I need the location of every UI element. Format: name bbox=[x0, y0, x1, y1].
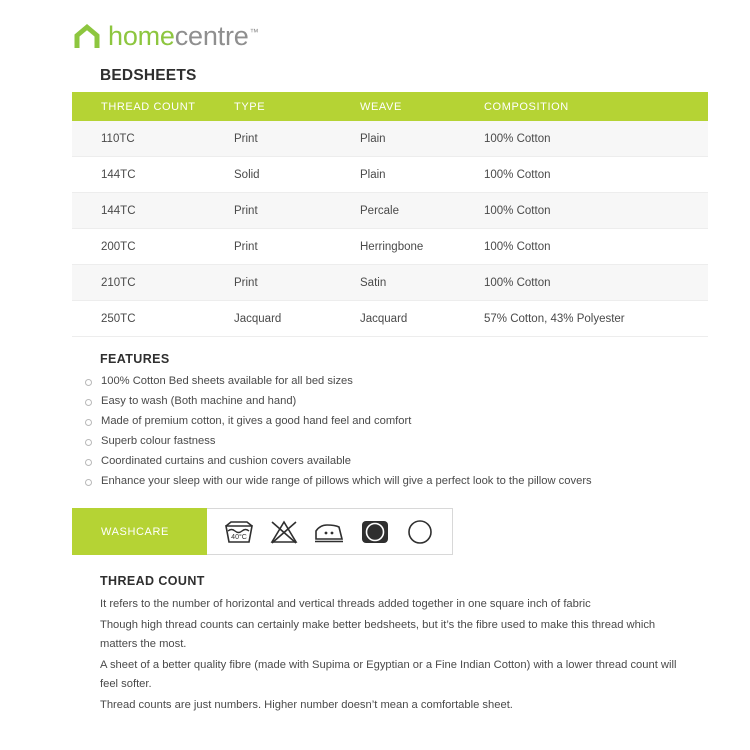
cell-composition: 57% Cotton, 43% Polyester bbox=[484, 312, 625, 325]
brand-name-second: centre bbox=[174, 21, 249, 51]
brand-logo bbox=[72, 16, 258, 50]
table-row bbox=[72, 193, 708, 229]
cell-weave: Satin bbox=[360, 276, 387, 289]
brand-wordmark bbox=[108, 18, 258, 50]
list-item bbox=[85, 413, 685, 433]
column-header-type: TYPE bbox=[234, 92, 360, 121]
cell-composition: 100% Cotton bbox=[484, 132, 551, 145]
paragraph: It refers to the number of horizontal and vertical threads added together in one square inch of fabric bbox=[100, 598, 591, 610]
cell-composition: 100% Cotton bbox=[484, 168, 551, 181]
cell-weave: Plain bbox=[360, 132, 386, 145]
cell-type: Print bbox=[234, 204, 258, 217]
iron-low-heat-icon bbox=[313, 519, 345, 545]
cell-thread-count: 144TC bbox=[101, 204, 136, 217]
bullet-icon bbox=[85, 399, 92, 406]
thread-count-body bbox=[100, 595, 678, 717]
cell-type: Print bbox=[234, 132, 258, 145]
dry-clean-any-solvent-icon bbox=[405, 518, 435, 546]
page-title: BEDSHEETS bbox=[100, 67, 197, 84]
bullet-icon bbox=[85, 439, 92, 446]
cell-type: Print bbox=[234, 240, 258, 253]
machine-wash-40c-icon bbox=[224, 519, 254, 545]
cell-composition: 100% Cotton bbox=[484, 240, 551, 253]
table-row bbox=[72, 121, 708, 157]
features-list bbox=[85, 373, 685, 493]
feature-text: Superb colour fastness bbox=[101, 435, 216, 447]
list-item bbox=[85, 393, 685, 413]
column-header-thread-count: THREAD COUNT bbox=[72, 92, 234, 121]
list-item bbox=[85, 433, 685, 453]
bullet-icon bbox=[85, 419, 92, 426]
paragraph: A sheet of a better quality fibre (made with Supima or Egyptian or a Fine Indian Cotton) with a lower thread count will feel softer. bbox=[100, 659, 677, 690]
paragraph: Thread counts are just numbers. Higher number doesn’t mean a comfortable sheet. bbox=[100, 699, 513, 711]
bullet-icon bbox=[85, 459, 92, 466]
table-header-row bbox=[72, 92, 708, 121]
cell-type: Jacquard bbox=[234, 312, 282, 325]
house-roof-icon bbox=[72, 22, 102, 50]
washcare-label: WASHCARE bbox=[72, 508, 207, 555]
do-not-bleach-icon bbox=[269, 519, 299, 545]
cell-weave: Jacquard bbox=[360, 312, 408, 325]
bullet-icon bbox=[85, 479, 92, 486]
list-item bbox=[85, 373, 685, 393]
feature-text: Easy to wash (Both machine and hand) bbox=[101, 395, 297, 407]
tumble-dry-icon bbox=[360, 518, 390, 546]
brand-trademark: ™ bbox=[249, 27, 259, 37]
feature-text: 100% Cotton Bed sheets available for all bed sizes bbox=[101, 375, 353, 387]
svg-text:40°C: 40°C bbox=[231, 533, 248, 541]
table-row bbox=[72, 265, 708, 301]
cell-type: Solid bbox=[234, 168, 260, 181]
feature-text: Coordinated curtains and cushion covers available bbox=[101, 455, 352, 467]
cell-thread-count: 250TC bbox=[101, 312, 136, 325]
table-row bbox=[72, 301, 708, 337]
cell-thread-count: 144TC bbox=[101, 168, 136, 181]
cell-thread-count: 110TC bbox=[101, 132, 135, 145]
washcare-icon-row bbox=[207, 508, 453, 555]
cell-thread-count: 210TC bbox=[101, 276, 136, 289]
brand-name-first: home bbox=[108, 21, 175, 51]
feature-text: Made of premium cotton, it gives a good hand feel and comfort bbox=[101, 415, 412, 427]
washcare-section bbox=[72, 508, 453, 555]
cell-weave: Plain bbox=[360, 168, 386, 181]
cell-composition: 100% Cotton bbox=[484, 276, 551, 289]
cell-composition: 100% Cotton bbox=[484, 204, 551, 217]
column-header-composition: COMPOSITION bbox=[484, 92, 708, 121]
feature-text: Enhance your sleep with our wide range of pillows which will give a perfect look to the pillow covers bbox=[101, 475, 592, 487]
table-row bbox=[72, 157, 708, 193]
cell-thread-count: 200TC bbox=[101, 240, 136, 253]
bedsheets-spec-table bbox=[72, 92, 708, 337]
paragraph: Though high thread counts can certainly make better bedsheets, but it’s the fibre used to make this thread which matters the most. bbox=[100, 619, 656, 650]
cell-weave: Herringbone bbox=[360, 240, 424, 253]
bullet-icon bbox=[85, 379, 92, 386]
cell-weave: Percale bbox=[360, 204, 399, 217]
features-heading: FEATURES bbox=[100, 352, 170, 366]
list-item bbox=[85, 453, 685, 473]
list-item bbox=[85, 473, 685, 493]
thread-count-heading: THREAD COUNT bbox=[100, 574, 205, 588]
table-row bbox=[72, 229, 708, 265]
cell-type: Print bbox=[234, 276, 258, 289]
column-header-weave: WEAVE bbox=[360, 92, 484, 121]
